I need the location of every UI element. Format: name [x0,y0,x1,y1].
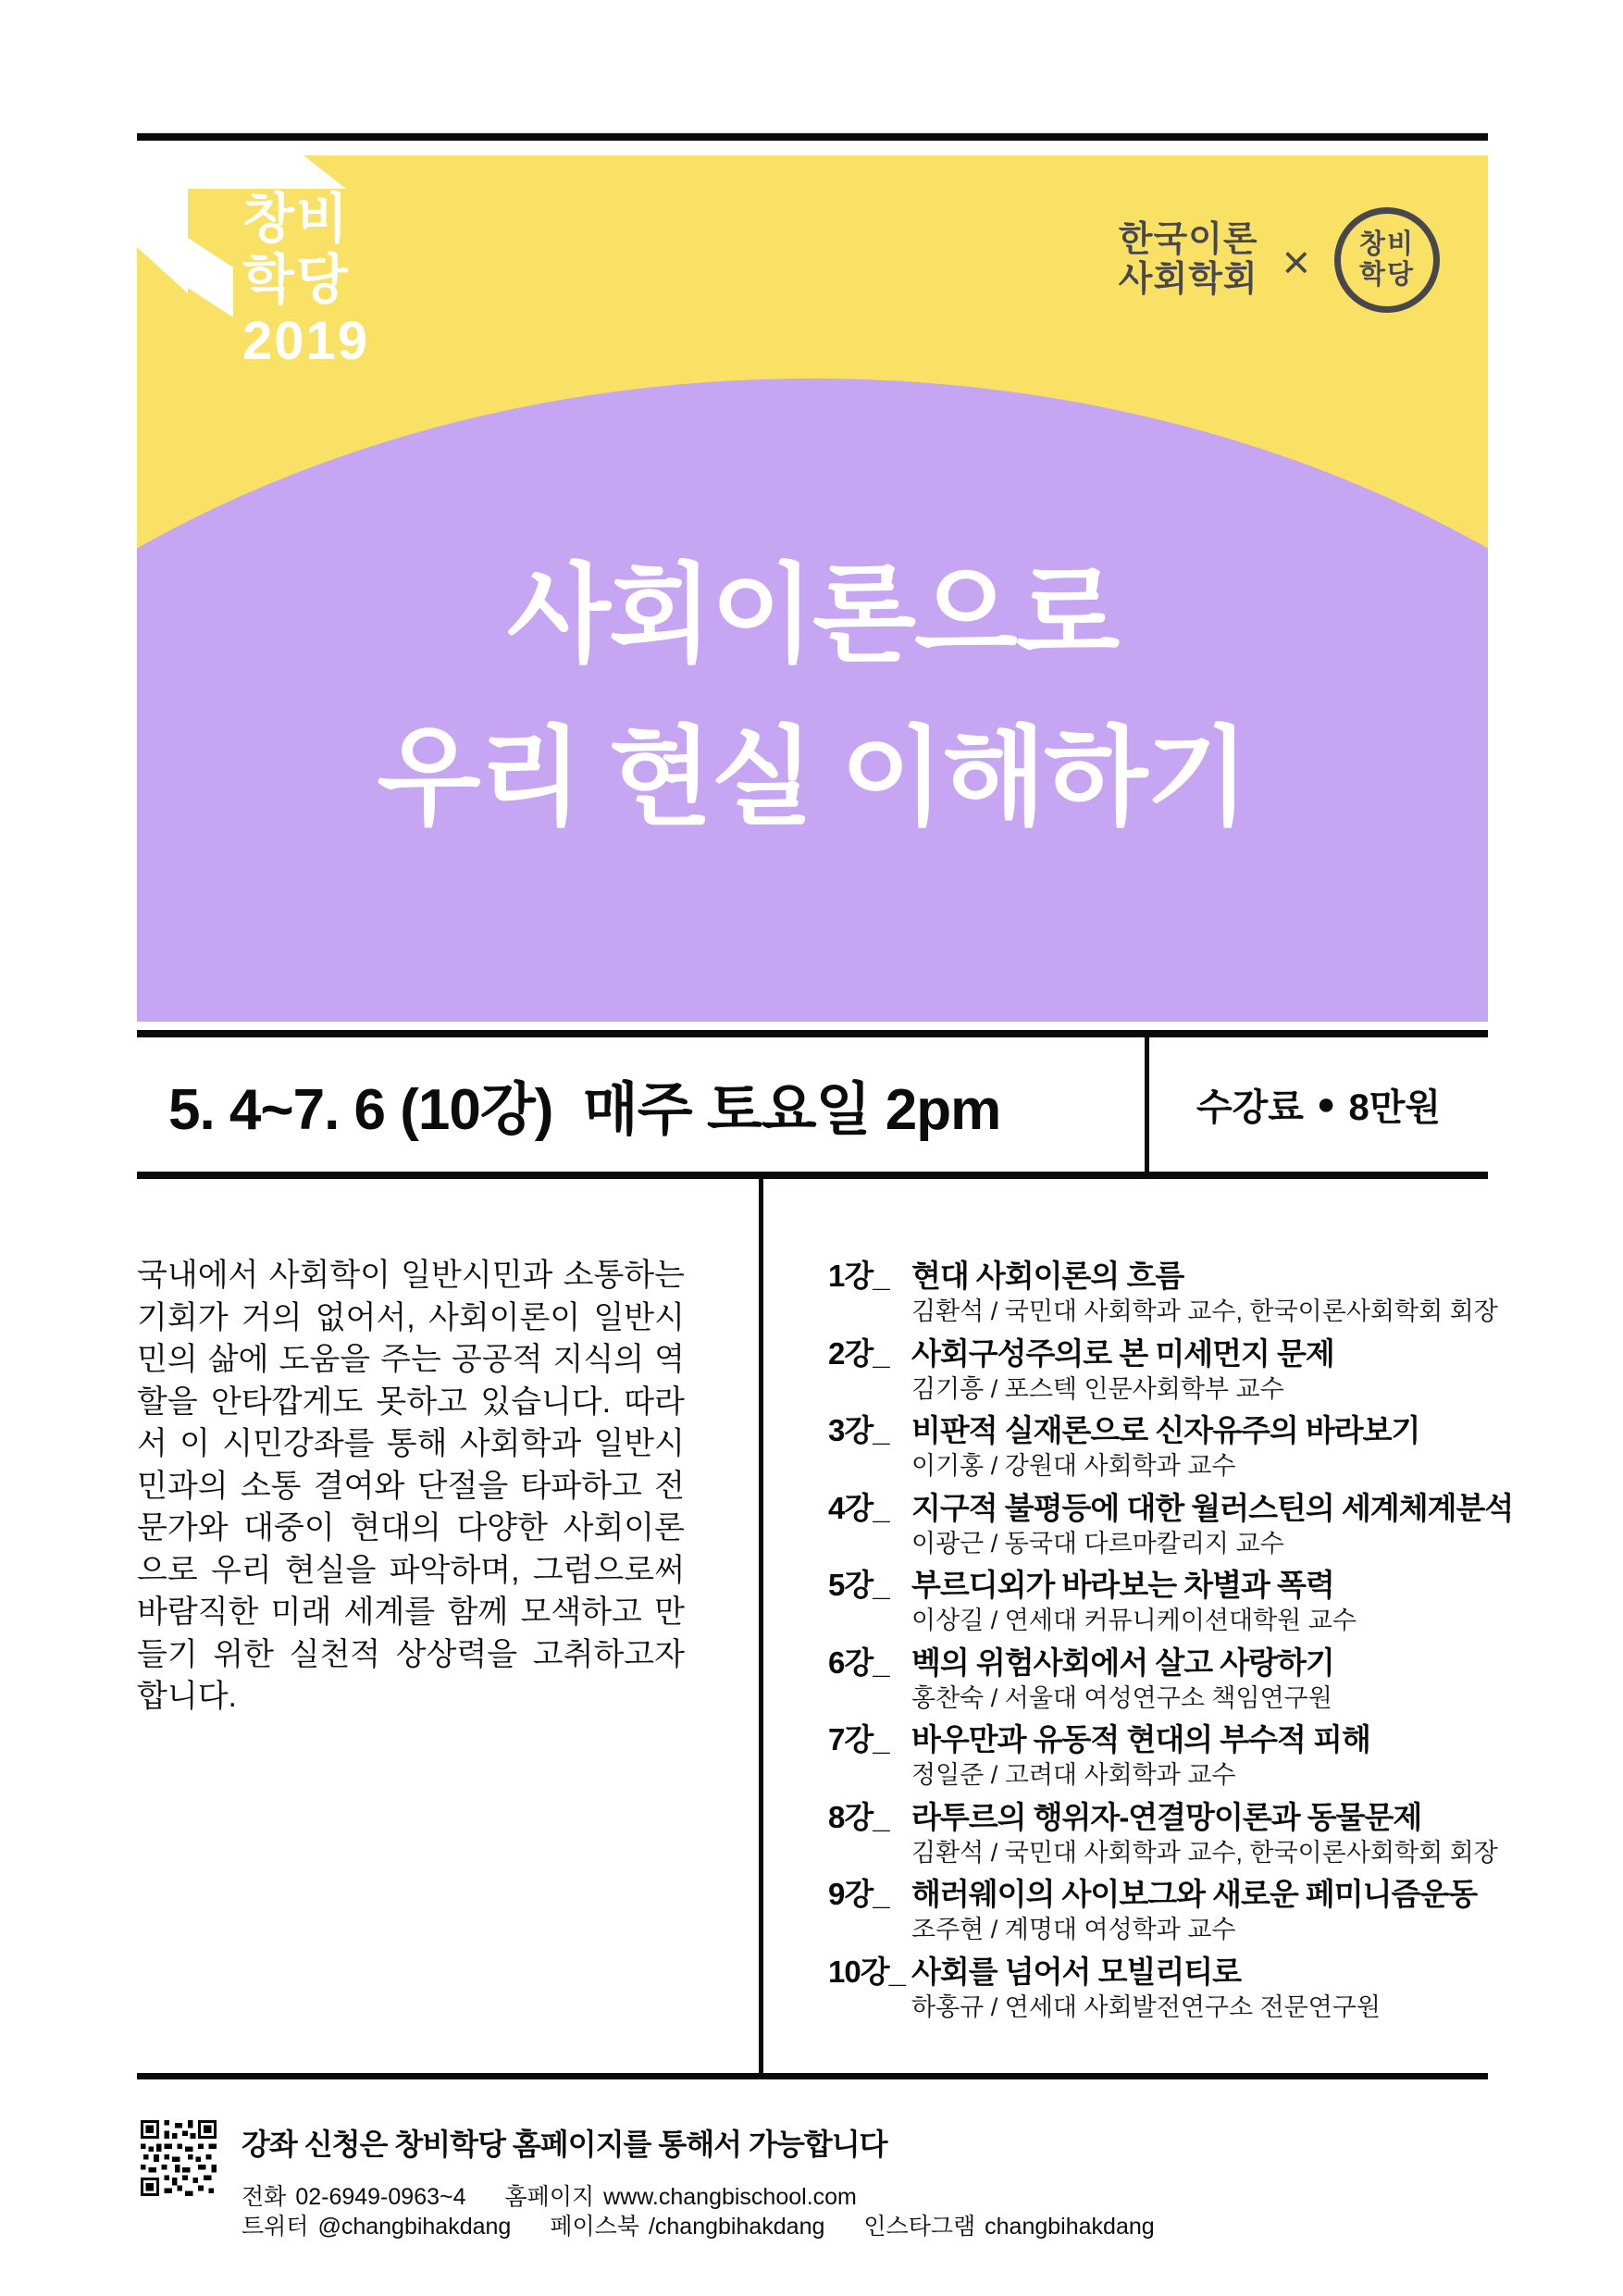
lecture-number: 7강_ [828,1722,889,1756]
lecture-speaker: 김환석 / 국민대 사회학과 교수, 한국이론사회학회 회장 [911,1838,1498,1867]
lecture-speaker: 김환석 / 국민대 사회학과 교수, 한국이론사회학회 회장 [911,1297,1498,1325]
lecture-number: 9강_ [828,1877,889,1911]
lecture-title: 해러웨이의 사이보그와 새로운 페미니즘운동 [911,1877,1478,1911]
lecture-number: 10강_ [828,1954,905,1989]
footer-pair [505,2182,857,2212]
footer-pair-label: 페이스북 [550,2214,639,2240]
content-columns [137,1179,1514,2073]
schedule-bar-top-rule [137,1030,1488,1037]
lecture-item [828,1335,1488,1413]
lecture-number: 8강_ [828,1799,889,1834]
brand-logo-line: 2019 [242,311,370,371]
poster-title [137,533,1488,859]
lecture-item [828,1490,1514,1568]
lecture-item [828,1258,1498,1335]
lecture-title: 바우만과 유동적 현대의 부수적 피해 [911,1722,1370,1756]
lecture-speaker: 홍찬숙 / 서울대 여성연구소 책임연구원 [911,1683,1332,1712]
lecture-item [828,1954,1488,2031]
footer-info [242,2121,1155,2241]
lecture-title: 현대 사회이론의 흐름 [911,1259,1184,1293]
lecture-number: 4강_ [828,1490,889,1525]
lecture-item [828,1721,1488,1799]
footer-rule [137,2073,1488,2079]
brand-logo-line: 학당 [242,250,351,310]
partner-society-line: 사회학회 [1118,260,1258,299]
footer-pair-value: /changbihakdang [648,2214,825,2240]
poster-title-line: 사회이론으로 [506,554,1119,675]
lecture-item [828,1799,1498,1877]
poster-title-line: 우리 현실 이해하기 [377,717,1248,838]
lecture-number: 2강_ [828,1335,889,1371]
fee-bullet-icon: ● [1316,1086,1336,1122]
circle-badge-line: 창비 [1358,230,1416,259]
fee-label: 수강료 [1196,1087,1304,1128]
footer-pair-label: 홈페이지 [504,2184,595,2210]
lecture-speaker: 이광근 / 동국대 다르마칼리지 교수 [911,1529,1284,1558]
lecture-title: 비판적 실재론으로 신자유주의 바라보기 [911,1413,1420,1447]
footer-pair-value: www.changbischool.com [603,2184,857,2210]
lecture-item [828,1876,1488,1954]
qr-code [141,2120,217,2196]
footer-sns-line [242,2212,1155,2241]
footer-pair [863,2212,1154,2241]
fee-value: 8만원 [1348,1087,1441,1128]
lecture-number: 6강_ [828,1644,889,1680]
top-rule [137,133,1488,141]
brand-logo-line: 창비 [242,189,351,249]
lecture-number: 1강_ [828,1259,889,1293]
footer-pair-label: 트위터 [242,2214,309,2240]
lecture-number: 3강_ [828,1413,889,1447]
lecture-speaker: 하홍규 / 연세대 사회발전연구소 전문연구원 [911,1992,1381,2021]
lecture-speaker: 이상길 / 연세대 커뮤니케이션대학원 교수 [911,1607,1357,1634]
schedule-date-text: 5. 4~7. 6 (10강) 매주 토요일 2pm [168,1078,1001,1142]
partner-logos [1119,207,1440,313]
hero-banner [137,155,1488,1022]
partner-society-name [1119,220,1258,300]
lecture-item [828,1567,1488,1644]
lecture-number: 5강_ [828,1568,889,1602]
lecture-title: 라투르의 행위자-연결망이론과 동물문제 [911,1799,1422,1834]
intro-paragraph: 국내에서 사회학이 일반시민과 소통하는 기회가 거의 없어서, 사회이론이 일반시민의 삶에 도움을 주는 공공적 지식의 역할을 안타깝게도 못하고 있습니다. 따라서 이 시민강좌를 통해 사회학과 일반시민과의 소통 결여와 단절을 타파하고 전문가와 대중이 현대의 다양한 사회이론으로 우리 현실을 파악하며, 그럼으로써 바람직한 미래 세계를 함께 모색하고 만들기 위한 실천적 상상력을 고취하고자 합니다. [137,1258,685,1714]
lecture-list [828,1258,1514,2030]
footer-notice: 강좌 신청은 창비학당 홈페이지를 통해서 가능합니다 [242,2128,887,2161]
partner-society-line: 한국이론 [1118,220,1258,259]
column-divider [759,1179,763,2073]
lecture-title: 지구적 불평등에 대한 월러스틴의 세계체계분석 [911,1490,1514,1525]
schedule-bar [137,1037,1488,1172]
lecture-speaker: 정일준 / 고려대 사회학과 교수 [911,1761,1236,1789]
fee-box [1145,1037,1488,1172]
lecture-title: 벡의 위험사회에서 살고 사랑하기 [911,1644,1334,1680]
schedule-bar-bottom-rule [137,1172,1488,1179]
lecture-title: 부르디외가 바라보는 차별과 폭력 [911,1568,1334,1602]
lecture-item [828,1644,1488,1722]
lecture-item [828,1412,1488,1490]
footer-pair-value: 02-6949-0963~4 [295,2184,466,2210]
lecture-title: 사회를 넘어서 모빌리티로 [911,1954,1241,1989]
circle-badge-line: 학당 [1358,260,1416,290]
footer-pair [550,2212,824,2241]
lecture-speaker: 김기흥 / 포스텍 인문사회학부 교수 [911,1374,1284,1403]
collab-x-icon: × [1282,236,1310,290]
footer-contact-line [242,2182,1155,2212]
brand-logo-text [242,189,369,372]
footer-pair-value: @changbihakdang [317,2214,512,2240]
lecture-title: 사회구성주의로 본 미세먼지 문제 [911,1335,1334,1371]
footer-pair-label: 전화 [242,2184,287,2210]
footer-pair [242,2182,466,2212]
lecture-speaker: 조주현 / 계명대 여성학과 교수 [911,1916,1236,1943]
lecture-speaker: 이기홍 / 강원대 사회학과 교수 [911,1452,1236,1480]
changbi-circle-badge-icon [1334,207,1440,313]
footer-pair-value: changbihakdang [985,2214,1155,2240]
footer-pair-label: 인스타그램 [863,2214,976,2240]
footer-pair [242,2212,511,2241]
